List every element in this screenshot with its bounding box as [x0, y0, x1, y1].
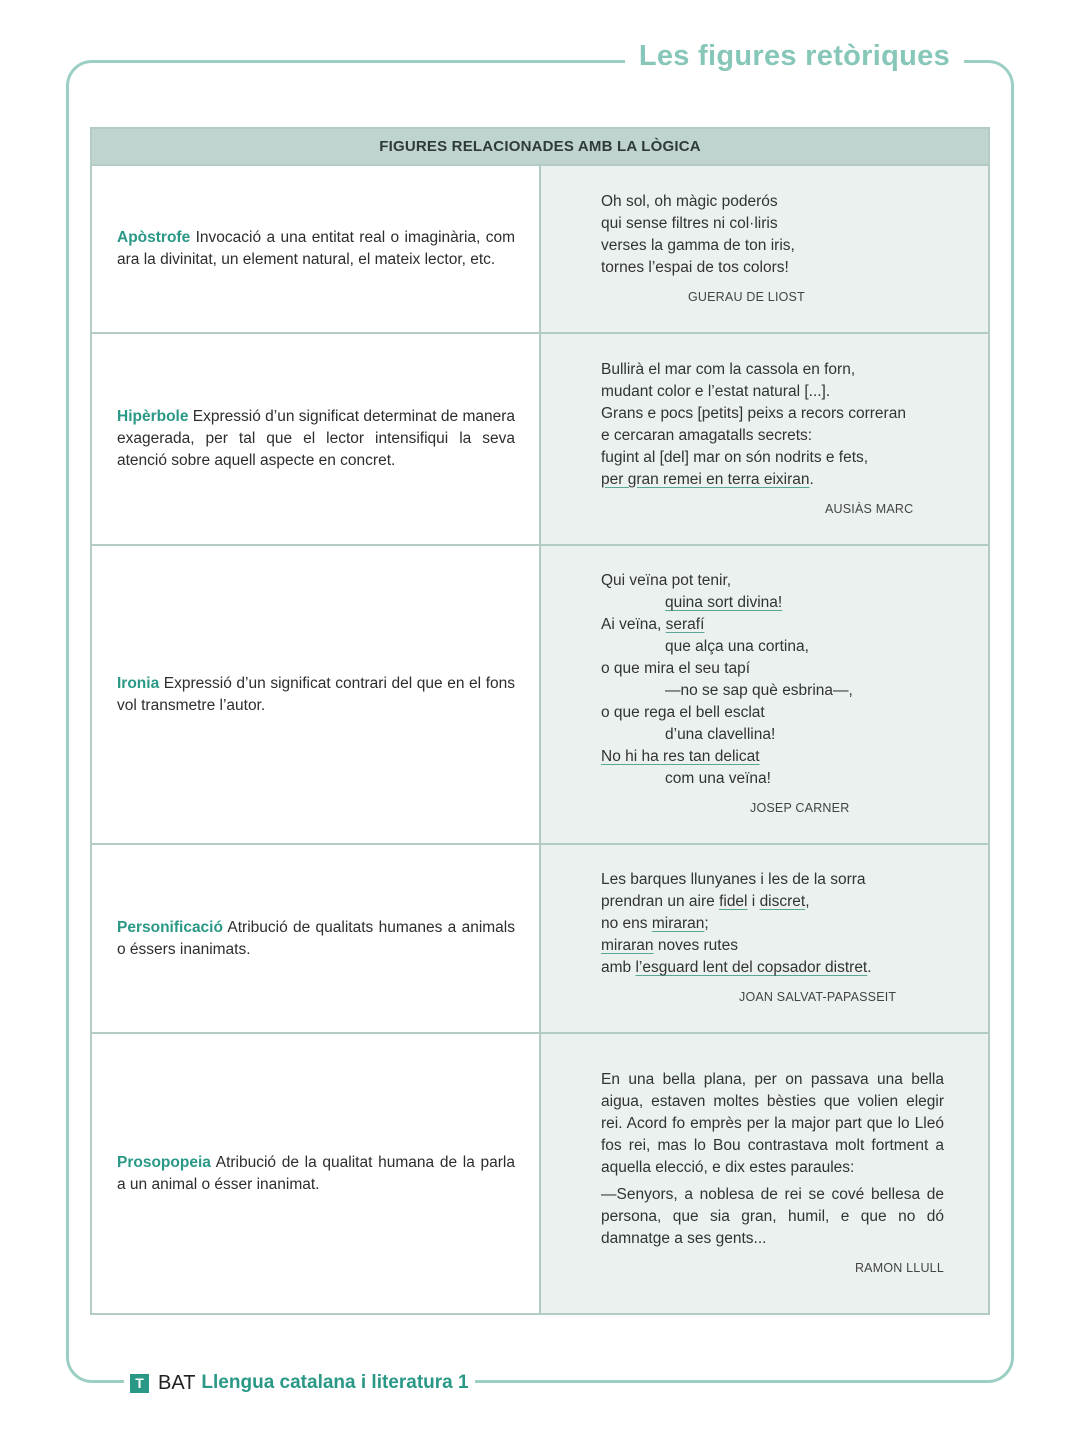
verse-line: Les barques llunyanes i les de la sorra	[601, 871, 866, 888]
teacher-badge-icon: T	[130, 1374, 149, 1393]
author-credit: GUERAU DE LIOST	[688, 289, 805, 304]
verse-line: o que mira el seu tapí	[601, 660, 751, 677]
definition-text: Expressió d’un significat determinat de manera exagerada, per tal que el lector intensifiqui la seva atenció sobre aquell aspecte en concret.	[117, 408, 516, 469]
verse-line: amb l’esguard lent del copsador distret.	[601, 959, 872, 976]
verse-line: verses la gamma de ton iris,	[601, 236, 795, 254]
series-label: BAT	[158, 1371, 196, 1394]
definition-cell	[91, 165, 540, 333]
table-row	[91, 1033, 989, 1314]
example-cell	[540, 333, 989, 545]
verse-line: prendran un aire fidel i discret,	[601, 893, 810, 910]
verse-line: qui sense filtres ni col·liris	[601, 214, 778, 232]
example-cell	[540, 1033, 989, 1314]
prose-paragraph: En una bella plana, per on passava una bella aigua, estaven moltes bèsties que volien elegir rei. Acord fo emprès per la major part que lo Lleó fos rei, mas lo Bou contrastava molt fortment a aquella elecció, e dix estes paraules:	[601, 1070, 944, 1176]
definition-cell	[91, 545, 540, 844]
page-title: Les figures retòriques	[625, 40, 964, 73]
term-ironia: Ironia	[117, 674, 160, 692]
verse-line: mudant color e l’estat natural [...].	[601, 382, 831, 400]
footer	[124, 1368, 475, 1398]
definition-cell	[91, 1033, 540, 1314]
author-credit: JOSEP CARNER	[750, 801, 850, 815]
term-personificacio: Personificació	[117, 918, 223, 936]
definition-text: Expressió d’un significat contrari del que en el fons vol transmetre l’autor.	[117, 674, 515, 714]
definition-text: Atribució de qualitats humanes a animals o éssers inanimats.	[117, 918, 515, 958]
table-row	[91, 844, 989, 1033]
verse-line: Qui veïna pot tenir,	[601, 572, 732, 589]
definition-cell	[91, 844, 540, 1033]
verse-line: tornes l’espai de tos colors!	[601, 258, 789, 276]
verse-line: Bullirà el mar com la cassola en forn,	[601, 360, 856, 378]
verse-line: d’una clavellina!	[665, 726, 776, 743]
highlighted-phrase: per gran remei en terra eixiran	[601, 470, 810, 488]
prose-paragraph: —Senyors, a noblesa de rei se cové bellesa de persona, que sia gran, humil, e que no dó damnatge a ses gents...	[601, 1185, 944, 1247]
highlighted-phrase: fidel	[719, 893, 748, 910]
definition-text: Atribució de la qualitat humana de la parla a un animal o ésser inanimat.	[117, 1153, 515, 1193]
verse-line: fugint al [del] mar on són nodrits e fets,	[601, 448, 869, 466]
highlighted-phrase: quina sort divina!	[665, 594, 783, 611]
term-prosopopeia: Prosopopeia	[117, 1153, 211, 1171]
verse-line: o que rega el bell esclat	[601, 704, 765, 721]
table-row	[91, 165, 989, 333]
verse-line: Ai veïna, serafí	[601, 616, 705, 633]
verse-line: —no se sap què esbrina—,	[665, 682, 853, 699]
highlighted-phrase: No hi ha res tan delicat	[601, 748, 760, 765]
definition-text: Invocació a una entitat real o imaginària, com ara la divinitat, un element natural, el mateix lector, etc.	[117, 229, 515, 268]
example-cell	[540, 545, 989, 844]
example-cell	[540, 165, 989, 333]
subject-label: Llengua catalana i literatura 1	[201, 1372, 469, 1393]
term-apostrofe: Apòstrofe	[117, 229, 191, 246]
highlighted-phrase: discret	[759, 893, 806, 910]
table-row	[91, 545, 989, 844]
verse-line: Grans e pocs [petits] peixs a recors correran	[601, 404, 906, 422]
author-credit: JOAN SALVAT-PAPASSEIT	[739, 990, 897, 1004]
table-header: FIGURES RELACIONADES AMB LA LÒGICA	[91, 128, 989, 165]
highlighted-phrase: l’esguard lent del copsador distret	[635, 959, 868, 976]
verse-line: Oh sol, oh màgic poderós	[601, 192, 778, 210]
verse-line	[601, 746, 944, 768]
verse-line: miraran noves rutes	[601, 937, 738, 954]
example-cell	[540, 844, 989, 1033]
verse-line: per gran remei en terra eixiran.	[601, 470, 814, 488]
highlighted-phrase: serafí	[665, 616, 705, 633]
table-row	[91, 333, 989, 545]
definition-cell	[91, 333, 540, 545]
verse-line: que alça una cortina,	[665, 638, 809, 655]
author-credit: AUSIÀS MARC	[825, 501, 914, 516]
author-credit: RAMON LLULL	[854, 1260, 944, 1275]
verse-line: no ens miraran;	[601, 915, 709, 932]
highlighted-phrase: miraran	[601, 937, 654, 954]
term-hiperbole: Hipèrbole	[117, 408, 189, 425]
verse-line: e cercaran amagatalls secrets:	[601, 426, 813, 444]
highlighted-phrase: miraran	[651, 915, 705, 932]
figures-table	[90, 127, 990, 1315]
verse-line	[601, 592, 944, 614]
verse-line: com una veïna!	[665, 770, 771, 787]
